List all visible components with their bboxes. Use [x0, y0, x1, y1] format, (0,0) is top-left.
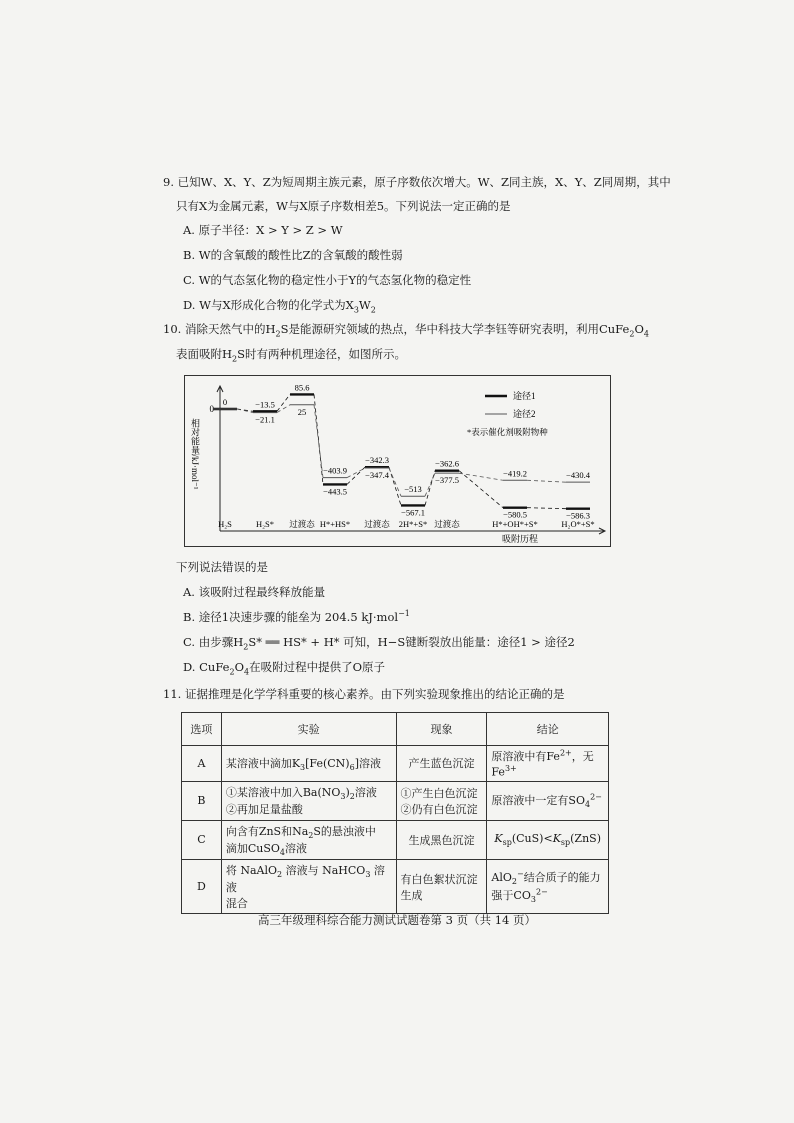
row-a-exp-2: 溶液	[359, 756, 381, 770]
row-c-experiment: 向含有ZnS和$Na_2S$的悬浊液中 滴加CuSO$_4$溶液	[221, 820, 396, 859]
x-tick-label: H₂S	[218, 519, 232, 529]
data-label: −513	[404, 484, 422, 495]
q9-stem-line2: 只有X为金属元素，W与X原子序数相差5。下列说法一定正确的是	[176, 199, 511, 213]
row-b-phe-2: ②仍有白色沉淀	[400, 802, 478, 816]
row-a-option: A	[182, 746, 222, 782]
x-tick-label: 过渡态	[289, 519, 315, 529]
energy-diagram-svg	[185, 376, 610, 546]
header-experiment: 实验	[221, 713, 396, 746]
row-d-phe-2: 生成	[400, 888, 423, 902]
path1-connector	[389, 467, 401, 505]
path1-connector	[314, 394, 323, 484]
header-conclusion: 结论	[487, 713, 609, 746]
q10-option-a: A. 该吸附过程最终释放能量	[183, 585, 326, 599]
x-tick-label: 2H*+S*	[398, 519, 428, 529]
data-label: −377.5	[435, 475, 459, 486]
path1-connector	[527, 508, 566, 509]
row-a-con-1: 原溶液中有	[491, 750, 547, 763]
data-label: −362.6	[435, 458, 459, 469]
header-phenomenon: 现象	[396, 713, 487, 746]
x-axis-label: 吸附历程	[501, 534, 539, 544]
row-c-option: C	[182, 820, 222, 859]
row-b-experiment: ①某溶液中加入$Ba(NO_3)_2$溶液 ②再加足量盐酸	[221, 781, 396, 820]
data-label: −342.3	[365, 455, 389, 466]
path2-connector	[314, 405, 323, 478]
q10-option-d: D. $CuFe_2O_4$在吸附过程中提供了O原子	[183, 660, 386, 677]
row-a-con-2: ，无	[571, 750, 594, 763]
path2-connector	[389, 468, 401, 496]
row-c-phenomenon: 生成黑色沉淀	[396, 820, 487, 859]
row-b-exp-3: ②再加足量盐酸	[225, 803, 303, 817]
row-d-experiment: 将 NaAlO$_2$ 溶液与 NaHCO$_3$ 溶液 混合	[221, 860, 396, 914]
q9-option-d: D. W与X形成化合物的化学式为$X_3W_2$	[183, 298, 376, 315]
q9-option-b: B. W的含氧酸的酸性比Z的含氧酸的酸性弱	[183, 248, 403, 262]
data-label: −347.4	[365, 470, 389, 481]
row-d-con-2: 强于	[491, 888, 514, 902]
q10-option-d-text: 在吸附过程中提供了O原子	[249, 660, 386, 674]
data-label: −580.5	[503, 509, 527, 520]
row-b-phenomenon	[396, 781, 487, 820]
q10-stem-part1: 10. 消除天然气中的	[163, 322, 266, 336]
row-c-conclusion: $K_{sp}(CuS)<K_{sp}(ZnS)$	[487, 820, 609, 859]
row-d-con-1: 结合质子的能力	[523, 871, 601, 885]
data-label: 85.6	[294, 382, 310, 393]
path2-connector	[527, 480, 566, 482]
conclusion-table	[181, 712, 609, 914]
data-label: −443.5	[323, 486, 347, 497]
row-c-exp-3: 滴加	[225, 841, 248, 855]
q10-option-c: C. 由步骤$H_2S*$ ══ HS* + H* 可知，H−S键断裂放出能量：途径1 > 途径2	[183, 635, 575, 652]
table-row	[182, 820, 609, 859]
path2-connector	[425, 473, 435, 496]
row-a-experiment: 某溶液中滴加$K_3[Fe(CN)_6]$溶液	[221, 746, 396, 782]
row-b-option: B	[182, 781, 222, 820]
q10-stem-part2: 是能源研究领域的热点，华中科技大学李钰等研究表明，利用	[288, 322, 599, 336]
row-d-phenomenon	[396, 860, 487, 914]
header-option: 选项	[182, 713, 222, 746]
legend-note: *表示催化剂吸附物种	[467, 427, 548, 437]
q10-stem-part3: 表面吸附	[176, 347, 222, 361]
y-tick-label: 0	[209, 404, 214, 414]
row-a-conclusion: 原溶液中有$Fe^{2+}$，无$Fe^{3+}$	[487, 746, 609, 782]
row-d-option: D	[182, 860, 222, 914]
q10-stem-line1: 10. 消除天然气中的$H_2S$是能源研究领域的热点，华中科技大学李钰等研究表明，利用$CuFe_2O_4$	[163, 322, 649, 339]
legend-path2-label: 途径2	[513, 409, 536, 419]
data-label: −13.5	[255, 399, 275, 410]
data-label: −430.4	[566, 470, 590, 481]
q10-option-c-part2: 可知，H−S键断裂放出能量：途径1 > 途径2	[343, 635, 575, 649]
q10-stem-line2: 表面吸附$H_2S$时有两种机理途径，如图所示。	[176, 347, 407, 364]
x-tick-label: 过渡态	[364, 519, 390, 529]
q10-option-c-part1: C. 由步骤	[183, 635, 234, 649]
q9-option-a: A. 原子半径：X > Y > Z > W	[183, 223, 343, 237]
path2-connector	[347, 468, 365, 478]
path1-connector	[459, 471, 503, 508]
x-tick-label: H₂O*+S*	[561, 519, 595, 529]
y-axis-label: 相对能量/kJ·mol⁻¹	[190, 418, 200, 490]
table-row	[182, 746, 609, 782]
path2-connector	[237, 409, 253, 413]
data-label: −403.9	[323, 465, 347, 476]
q10-option-b: B. 途径1决速步骤的能垒为 204.5 kJ·mol$^{-1}$	[183, 609, 410, 624]
row-b-con: 原溶液中一定有	[491, 794, 569, 808]
row-c-exp-1: 向含有ZnS和	[225, 824, 293, 838]
row-b-conclusion: 原溶液中一定有$SO_4^{2-}$	[487, 781, 609, 820]
page-footer: 高三年级理科综合能力测试试题卷第 3 页（共 14 页）	[257, 913, 537, 927]
row-b-exp-2: 溶液	[354, 786, 377, 800]
row-d-exp-2: 混合	[225, 897, 248, 911]
q9-option-d-text: D. W与X形成化合物的化学式为	[183, 298, 346, 312]
q10-stem-part4: 时有两种机理途径，如图所示。	[245, 347, 407, 361]
data-label: −419.2	[503, 468, 527, 479]
row-d-conclusion: AlO$_2$−结合质子的能力 强于$CO_3^{2-}$	[487, 860, 609, 914]
data-label: 0	[222, 397, 228, 407]
q9-option-c: C. W的气态氢化物的稳定性小于Y的气态氢化物的稳定性	[183, 273, 472, 287]
legend-path1-label: 途径1	[513, 391, 536, 401]
q10-option-b-text: B. 途径1决速步骤的能垒为 204.5	[183, 610, 362, 624]
x-tick-label: H*+OH*+S*	[492, 519, 538, 529]
row-a-phenomenon: 产生蓝色沉淀	[396, 746, 487, 782]
row-c-exp-4: 溶液	[284, 841, 307, 855]
x-tick-label: 过渡态	[434, 519, 460, 529]
x-tick-label: H*+HS*	[319, 519, 351, 529]
table-row	[182, 781, 609, 820]
q10-question: 下列说法错误的是	[176, 560, 268, 574]
row-b-exp-1: ①某溶液中加入	[225, 786, 303, 800]
row-d-phe-1: 有白色絮状沉淀	[400, 872, 478, 886]
q11-stem: 11. 证据推理是化学学科重要的核心素养。由下列实验现象推出的结论正确的是	[163, 687, 565, 701]
row-c-exp-2: 的悬浊液中	[320, 824, 376, 838]
row-b-phe-1: ①产生白色沉淀	[400, 786, 478, 800]
data-label: −21.1	[255, 414, 275, 425]
row-a-exp-1: 某溶液中滴加	[225, 756, 292, 770]
x-tick-label: H₂S*	[255, 519, 275, 529]
data-label: −567.1	[401, 507, 425, 518]
data-label: −586.3	[566, 510, 590, 521]
energy-diagram	[184, 375, 611, 547]
data-label: 25	[297, 406, 307, 417]
table-row	[182, 860, 609, 914]
q9-stem-line1: 9. 已知W、X、Y、Z为短周期主族元素，原子序数依次增大。W、Z同主族，X、Y、Z同周期，其中	[163, 175, 671, 189]
